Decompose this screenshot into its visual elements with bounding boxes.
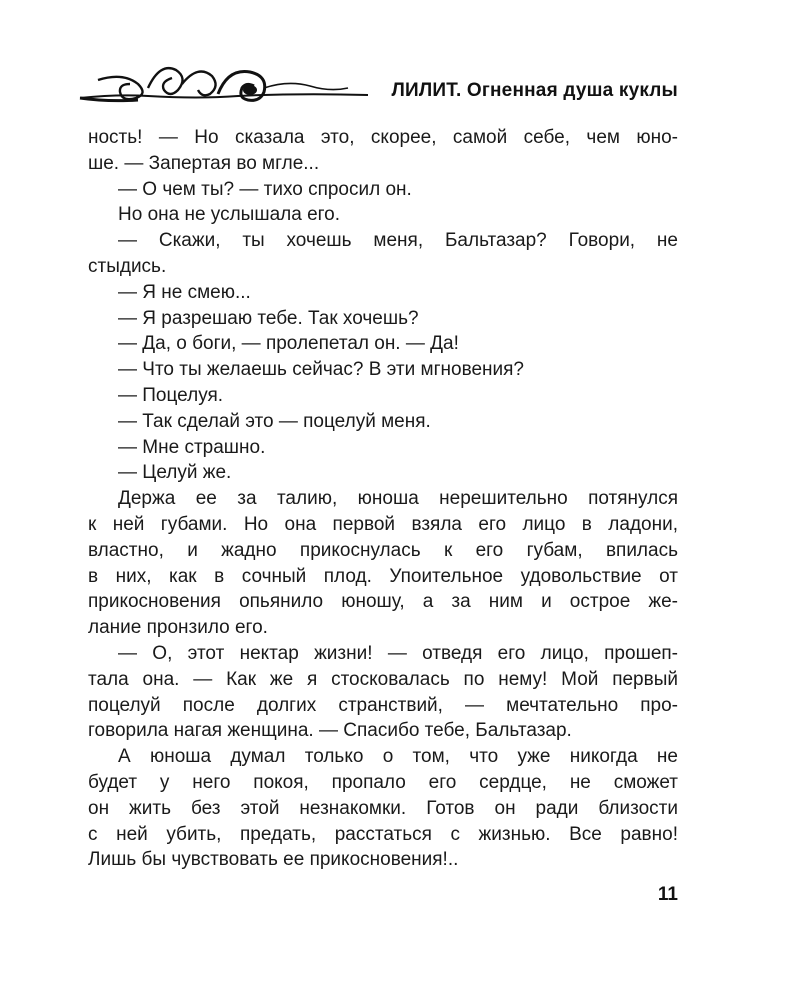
running-header-title: ЛИЛИТ. Огненная душа куклы: [391, 80, 678, 101]
text-line: в них, как в сочный плод. Упоительное удовольствие от: [88, 565, 678, 587]
text-line: — Я разрешаю тебе. Так хочешь?: [118, 307, 419, 329]
text-line: лание пронзило его.: [88, 617, 268, 639]
text-line: — Так сделай это — поцелуй меня.: [118, 410, 431, 432]
text-line: он жить без этой незнакомки. Готов он ради близости: [88, 797, 678, 819]
text-line: поцелуй после долгих странствий, — мечтательно про-: [88, 694, 678, 716]
page-number: 11: [657, 884, 678, 905]
text-line: Но она не услышала его.: [118, 204, 341, 226]
text-line: А юноша думал только о том, что уже никогда не: [118, 746, 678, 768]
text-line: — О, этот нектар жизни! — отведя его лицо, прошеп-: [118, 642, 678, 664]
text-line: ность! — Но сказала это, скорее, самой себе, чем юно-: [88, 127, 678, 148]
text-line: с ней убить, предать, расстаться с жизнью. Все равно!: [88, 823, 678, 845]
text-line: Держа ее за талию, юноша нерешительно потянулся: [118, 488, 678, 510]
text-line: — Скажи, ты хочешь меня, Бальтазар? Говори, не: [118, 230, 678, 252]
text-line: стыдись.: [88, 255, 167, 277]
text-line: властно, и жадно прикоснулась к его губам, впилась: [88, 539, 678, 561]
text-line: — Да, о боги, — пролепетал он. — Да!: [118, 333, 459, 355]
ornament-swirl-icon: [78, 58, 368, 108]
text-line: к ней губами. Но она первой взяла его лицо в ладони,: [88, 513, 678, 535]
text-line: Лишь бы чувствовать ее прикосновения!..: [88, 849, 459, 871]
text-line: тала она. — Как же я стосковалась по нему! Мой первый: [88, 668, 678, 690]
text-line: — Поцелуя.: [118, 384, 224, 406]
text-line: прикосновения опьянило юношу, а за ним и острое же-: [88, 591, 678, 613]
text-line: ше. — Запертая во мгле...: [88, 152, 320, 174]
text-line: говорила нагая женщина. — Спасибо тебе, Бальтазар.: [88, 720, 572, 742]
text-line: — Что ты желаешь сейчас? В эти мгновения?: [118, 359, 524, 381]
text-line: — Я не смею...: [118, 281, 251, 303]
text-line: — Мне страшно.: [118, 436, 266, 458]
text-line: будет у него покоя, пропало его сердце, не сможет: [88, 771, 678, 793]
running-header: [78, 58, 678, 108]
body-text: [88, 125, 678, 873]
text-line: — О чем ты? — тихо спросил он.: [118, 178, 412, 200]
text-line: — Целуй же.: [118, 462, 232, 484]
